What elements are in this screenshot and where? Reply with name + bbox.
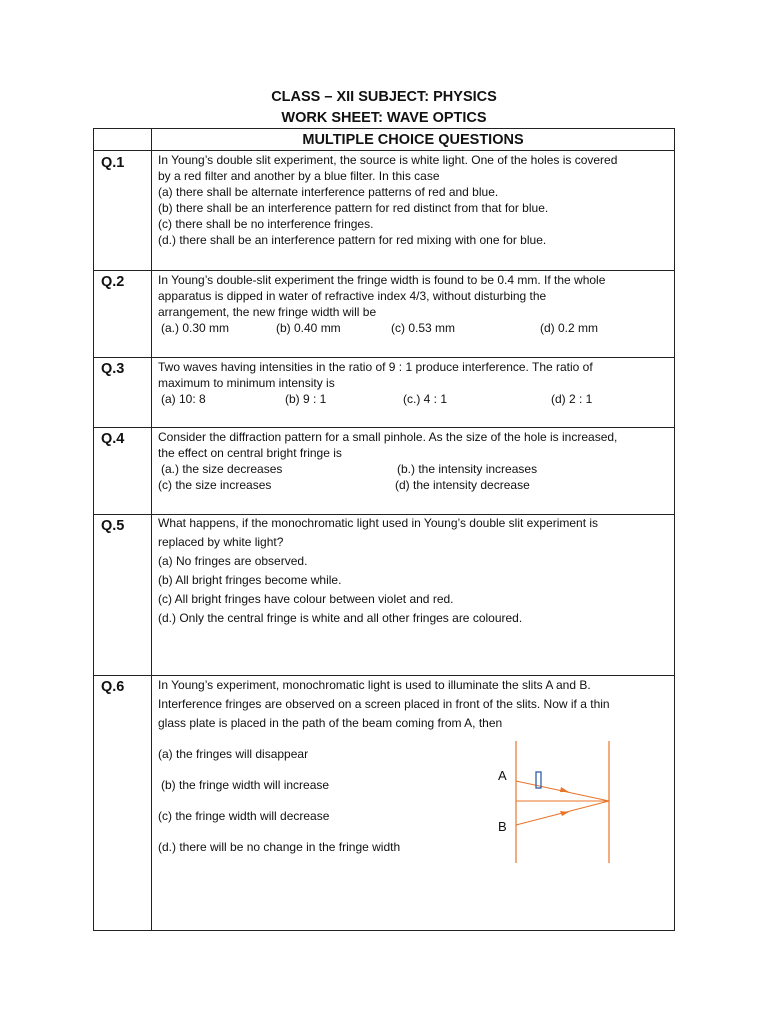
answer-option: (d.) Only the central fringe is white and all other fringes are coloured.: [158, 611, 523, 625]
answer-option: (b.) the intensity increases: [397, 462, 538, 476]
question-stem: glass plate is placed in the path of the beam coming from A, then: [158, 716, 503, 730]
row-divider: [94, 427, 674, 428]
answer-option: (c) the size increases: [158, 478, 272, 492]
question-stem: Interference fringes are observed on a screen placed in front of the slits. Now if a thin: [158, 697, 610, 711]
answer-option: (c.) 4 : 1: [403, 392, 448, 406]
answer-options-row: [158, 477, 666, 493]
answer-option: (d) 0.2 mm: [540, 321, 599, 335]
question-stem: arrangement, the new fringe width will be: [158, 305, 377, 319]
table-title: MULTIPLE CHOICE QUESTIONS: [302, 132, 524, 148]
worksheet-class-subject: CLASS – XII SUBJECT: PHYSICS: [271, 89, 497, 105]
answer-option: (b) there shall be an interference pattern for red distinct from that for blue.: [158, 201, 549, 215]
answer-options-row: [158, 320, 666, 336]
answer-option: (c) the fringe width will decrease: [158, 809, 330, 823]
row-divider: [94, 270, 674, 271]
answer-option: (a.) the size decreases: [161, 462, 283, 476]
answer-option: (a) the fringes will disappear: [158, 747, 309, 761]
question-stem: What happens, if the monochromatic light used in Young’s double slit experiment is: [158, 516, 599, 530]
question-stem: replaced by white light?: [158, 535, 284, 549]
answer-option: (b) the fringe width will increase: [161, 778, 330, 792]
slit-a-label: A: [498, 768, 507, 783]
question-stem: by a red filter and another by a blue filter. In this case: [158, 169, 440, 183]
question-1: [158, 152, 666, 248]
question-table: [93, 128, 675, 931]
worksheet-title: WORK SHEET: WAVE OPTICS: [281, 110, 487, 126]
answer-option: (a.) 0.30 mm: [161, 321, 230, 335]
question-number: Q.1: [101, 155, 125, 171]
answer-option: (d) the intensity decrease: [395, 478, 530, 492]
answer-option: (b) 9 : 1: [285, 392, 327, 406]
answer-options-row: [158, 391, 666, 407]
question-4: [158, 429, 666, 493]
slit-b-label: B: [498, 819, 507, 834]
question-number: Q.5: [101, 518, 125, 534]
question-stem: apparatus is dipped in water of refractive index 4/3, without disturbing the: [158, 289, 547, 303]
answer-option: (b) 0.40 mm: [276, 321, 341, 335]
question-3: [158, 359, 666, 407]
question-stem: Two waves having intensities in the ratio of 9 : 1 produce interference. The ratio of: [158, 360, 593, 374]
question-stem: Consider the diffraction pattern for a small pinhole. As the size of the hole is increased,: [158, 430, 618, 444]
answer-option: (c) 0.53 mm: [391, 321, 456, 335]
question-5: [158, 514, 666, 628]
question-number: Q.6: [101, 679, 125, 695]
row-divider: [94, 357, 674, 358]
row-divider: [94, 150, 674, 151]
question-stem: the effect on central bright fringe is: [158, 446, 342, 460]
answer-option: (d) 2 : 1: [551, 392, 593, 406]
answer-option: (c) there shall be no interference fringes.: [158, 217, 374, 231]
answer-options-row: [158, 461, 666, 477]
question-stem: In Young’s experiment, monochromatic light is used to illuminate the slits A and B.: [158, 678, 591, 692]
answer-option: (d.) there will be no change in the fringe width: [158, 840, 401, 854]
question-number: Q.4: [101, 431, 125, 447]
answer-option: (b) All bright fringes become while.: [158, 573, 342, 587]
double-slit-diagram: [497, 741, 617, 866]
column-divider: [151, 129, 152, 930]
question-stem: In Young’s double-slit experiment the fringe width is found to be 0.4 mm. If the whole: [158, 273, 606, 287]
question-stem: maximum to minimum intensity is: [158, 376, 335, 390]
question-stem: In Young’s double slit experiment, the source is white light. One of the holes is covered: [158, 153, 618, 167]
answer-option: (a) 10: 8: [161, 392, 206, 406]
ray-a-arrow-icon: [560, 787, 569, 792]
answer-option: (d.) there shall be an interference pattern for red mixing with one for blue.: [158, 233, 547, 247]
answer-option: (a) No fringes are observed.: [158, 554, 308, 568]
question-2: [158, 272, 666, 336]
answer-option: (c) All bright fringes have colour between violet and red.: [158, 592, 454, 606]
question-number: Q.2: [101, 274, 125, 290]
answer-option: (a) there shall be alternate interference patterns of red and blue.: [158, 185, 499, 199]
question-number: Q.3: [101, 361, 125, 377]
